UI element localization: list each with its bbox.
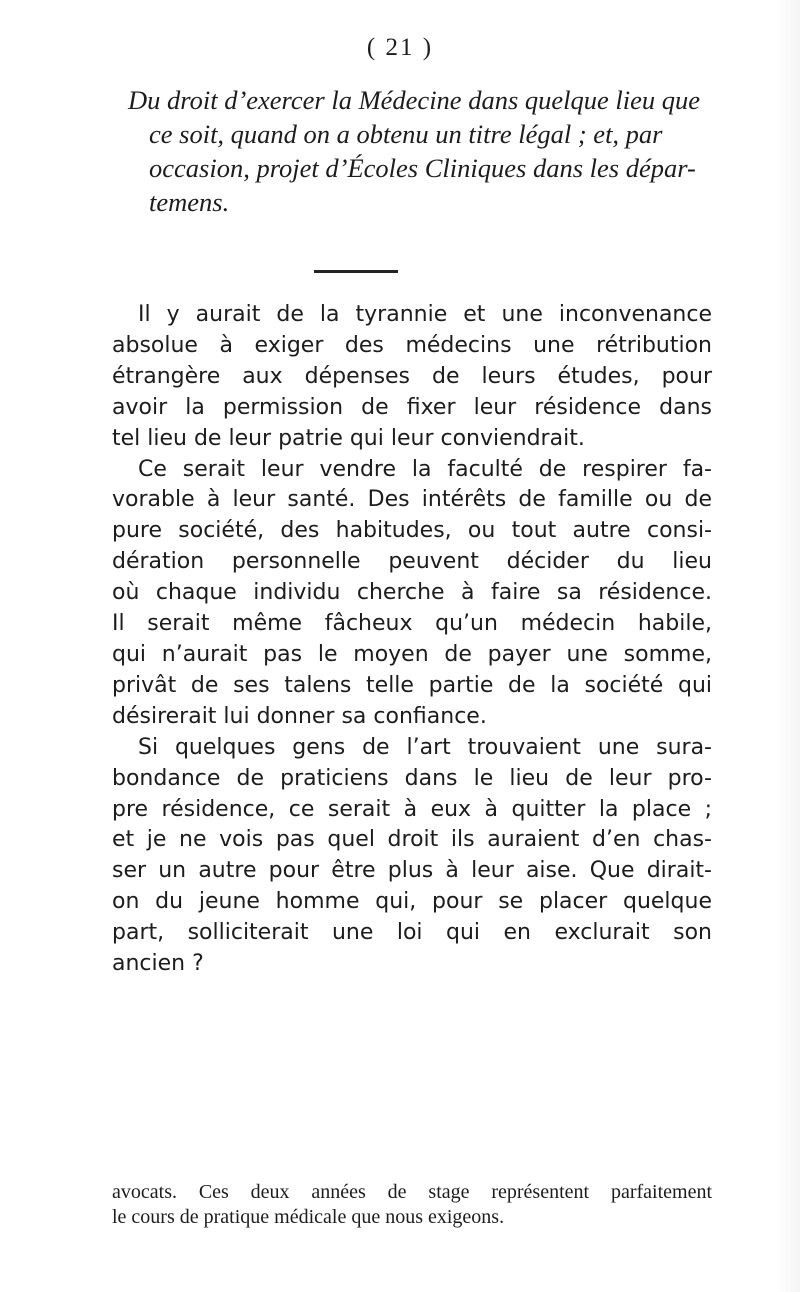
page-edge-shadow bbox=[776, 0, 800, 1292]
section-divider bbox=[314, 270, 398, 273]
heading-line: occasion, projet d’Écoles Cliniques dans les dépar- bbox=[149, 153, 696, 183]
text-line: Il y aurait de la tyrannie et une inconvenance bbox=[138, 302, 712, 327]
body-text bbox=[112, 300, 712, 980]
text-line: tel lieu de leur patrie qui leur conviendrait. bbox=[112, 425, 585, 451]
text-line: on du jeune homme qui, pour se placer quelque bbox=[112, 889, 712, 915]
text-line: où chaque individu cherche à faire sa résidence. bbox=[112, 580, 712, 606]
footnote-line: avocats. Ces deux années de stage représentent parfaitement bbox=[112, 1181, 712, 1203]
text-line: vorable à leur santé. Des intérêts de famille ou de bbox=[112, 487, 712, 513]
heading-line: temens. bbox=[149, 187, 230, 217]
footnote-line: le cours de pratique médicale que nous exigeons. bbox=[112, 1206, 505, 1228]
text-line: ser un autre pour être plus à leur aise. Que dirait- bbox=[112, 858, 712, 884]
heading-line: Du droit d’exercer la Médecine dans quelque lieu que bbox=[128, 85, 701, 115]
text-line: privât de ses talens telle partie de la société qui bbox=[112, 672, 712, 698]
chapter-heading bbox=[128, 83, 728, 219]
text-line: et je ne vois pas quel droit ils auraient d’en chas- bbox=[112, 827, 712, 853]
text-line: Ce serait leur vendre la faculté de respirer fa- bbox=[138, 456, 712, 482]
text-line: qui n’aurait pas le moyen de payer une somme, bbox=[112, 641, 712, 667]
text-line: dération personnelle peuvent décider du lieu bbox=[112, 549, 712, 575]
heading-line: ce soit, quand on a obtenu un titre légal ; et, par bbox=[149, 119, 663, 149]
text-line: pure société, des habitudes, ou tout autre consi- bbox=[112, 518, 712, 544]
text-line: ancien ? bbox=[112, 951, 204, 977]
text-line: étrangère aux dépenses de leurs études, pour bbox=[112, 363, 712, 389]
text-line: avoir la permission de fixer leur résidence dans bbox=[112, 394, 712, 420]
text-line: part, solliciterait une loi qui en exclurait son bbox=[112, 920, 712, 946]
text-line: pre résidence, ce serait à eux à quitter la place ; bbox=[112, 796, 712, 822]
text-line: Il serait même fâcheux qu’un médecin habile, bbox=[112, 611, 712, 637]
text-line: bondance de praticiens dans le lieu de leur pro- bbox=[112, 765, 712, 791]
page-number: ( 21 ) bbox=[366, 34, 434, 61]
footnote bbox=[112, 1180, 712, 1230]
text-line: désirerait lui donner sa confiance. bbox=[112, 703, 487, 729]
text-line: Si quelques gens de l’art trouvaient une sura- bbox=[138, 734, 712, 760]
text-line: absolue à exiger des médecins une rétribution bbox=[112, 332, 712, 358]
